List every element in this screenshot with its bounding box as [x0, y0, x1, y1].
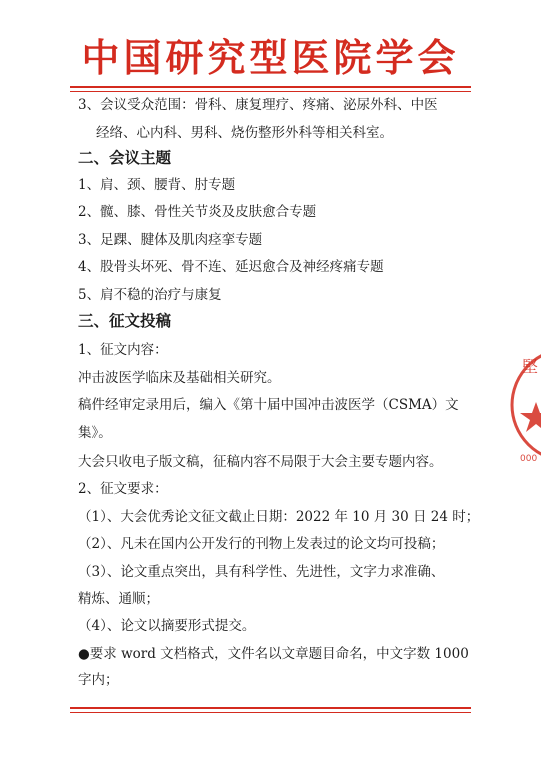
subheading-content: 1、征文内容： [78, 342, 168, 358]
topic-item: 1、肩、颈、腰背、肘专题 [78, 177, 236, 193]
seal-text-fragment: 堅 [522, 357, 539, 376]
paragraph-continued: 集》。 [78, 425, 112, 441]
audience-line: 3、会议受众范围：骨科、康复理疗、疼痛、泌尿外科、中医 [78, 97, 438, 113]
audience-line-continued: 经络、心内科、男科、烧伤整形外科等相关科室。 [96, 125, 393, 141]
requirement-item: （2）、凡未在国内公开发行的刊物上发表过的论文均可投稿； [78, 536, 445, 552]
seal-number-fragment: 000 [520, 454, 538, 464]
section-heading-topics: 二、会议主题 [78, 148, 172, 167]
footer-divider-thick [70, 707, 471, 709]
requirement-item-continued: 精炼、通顺； [78, 591, 159, 607]
seal-star-icon [520, 402, 541, 432]
topic-item: 5、肩不稳的治疗与康复 [78, 287, 222, 303]
subheading-requirements: 2、征文要求： [78, 481, 168, 497]
paragraph: 冲击波医学临床及基础相关研究。 [78, 370, 281, 386]
bullet-requirement: ●要求 word 文档格式，文件名以文章题目命名，中文字数 1000 [78, 646, 469, 662]
paragraph: 大会只收电子版文稿，征稿内容不局限于大会主要专题内容。 [78, 454, 443, 470]
topic-item: 3、足踝、腱体及肌肉痉挛专题 [78, 232, 263, 248]
paragraph: 稿件经审定录用后，编入《第十届中国冲击波医学（CSMA）文 [78, 397, 459, 413]
requirement-item: （4）、论文以摘要形式提交。 [78, 618, 256, 634]
letterhead-divider-thin [70, 91, 471, 92]
topic-item: 2、髋、膝、骨性关节炎及皮肤愈合专题 [78, 204, 317, 220]
official-seal-stamp [506, 340, 541, 470]
requirement-item: （1）、大会优秀论文征文截止日期：2022 年 10 月 30 日 24 时； [78, 509, 480, 525]
requirement-item: （3）、论文重点突出，具有科学性、先进性，文字力求准确、 [78, 564, 445, 580]
letterhead-divider-thick [70, 86, 471, 88]
topic-item: 4、股骨头坏死、骨不连、延迟愈合及神经疼痛专题 [78, 259, 384, 275]
organization-letterhead-title: 中国研究型医院学会 [81, 35, 460, 80]
section-heading-submission: 三、征文投稿 [78, 311, 172, 330]
bullet-requirement-continued: 字内； [78, 672, 119, 688]
footer-divider-thin [70, 712, 471, 713]
